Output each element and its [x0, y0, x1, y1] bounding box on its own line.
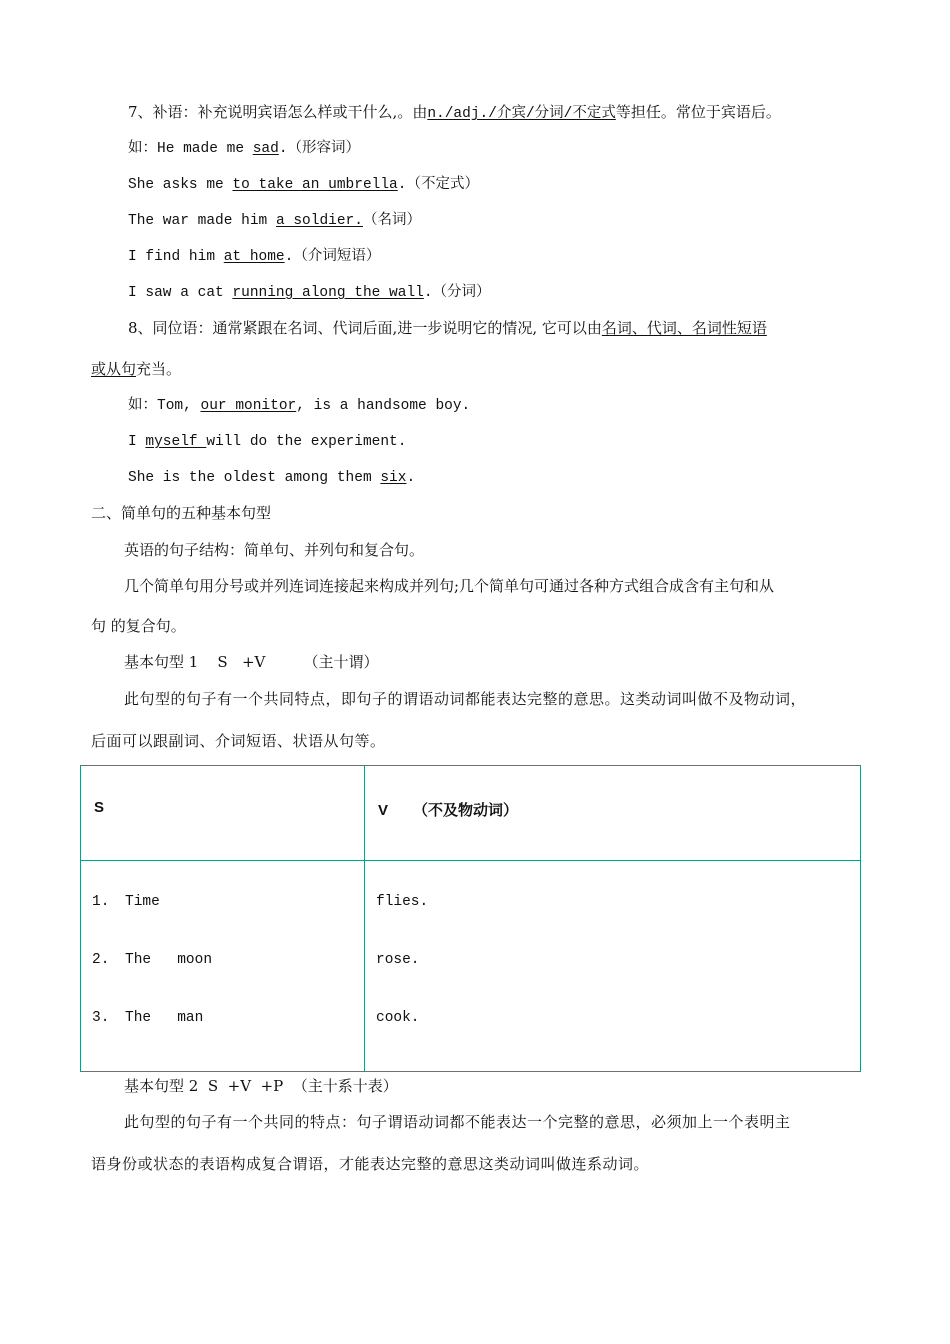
pattern-1-description-cont: 后面可以跟副词、介词短语、状语从句等。 — [91, 732, 386, 750]
table-cell-verb: rose. — [376, 952, 420, 968]
compound-sentence-paragraph-cont: 句 的复合句。 — [91, 617, 186, 635]
complement-example-1: 如：He made me sad.（形容词） — [128, 141, 361, 157]
complement-example-5: I saw a cat running along the wall.（分词） — [128, 285, 491, 301]
section-heading: 二、简单句的五种基本句型 — [91, 504, 272, 522]
pattern-2-description: 此句型的句子有一个共同的特点：句子谓语动词都不能表达一个完整的意思，必须加上一个表明主 — [124, 1113, 791, 1131]
complement-example-4: I find him at home.（介词短语） — [128, 249, 381, 265]
complement-example-2: She asks me to take an umbrella.（不定式） — [128, 177, 479, 193]
appositive-example-2: I myself will do the experiment. — [128, 434, 407, 450]
table-header-subject: S — [81, 766, 365, 861]
table-subject-column — [81, 861, 365, 1072]
table-cell-verb: flies. — [376, 894, 429, 910]
table-row: 2. The moon — [92, 952, 213, 968]
pattern-1-table — [80, 765, 861, 1072]
appositive-example-1: 如：Tom, our monitor, is a handsome boy. — [128, 398, 471, 414]
table-header-verb: V （不及物动词） — [365, 766, 861, 861]
pattern-1-title: 基本句型 1 S +V （主十谓） — [124, 653, 379, 671]
appositive-definition: 8、同位语：通常紧跟在名词、代词后面,进一步说明它的情况, 它可以由名词、代词、名词性短语 — [128, 319, 767, 337]
appositive-definition-cont: 或从句充当。 — [91, 360, 182, 378]
table-cell-verb: cook. — [376, 1010, 420, 1026]
table-row: 3. The man — [92, 1010, 204, 1026]
pattern-1-description: 此句型的句子有一个共同特点，即句子的谓语动词都能表达完整的意思。这类动词叫做不及物动词， — [124, 690, 807, 708]
appositive-example-3: She is the oldest among them six. — [128, 470, 416, 486]
table-row: 1. Time — [92, 894, 160, 910]
complement-example-3: The war made him a soldier.（名词） — [128, 213, 421, 229]
complement-definition: 7、补语：补充说明宾语怎么样或干什么,。由n./adj./介宾/分词/不定式等担任。常位于宾语后。 — [128, 103, 781, 122]
table-verb-column — [365, 861, 861, 1072]
compound-sentence-paragraph: 几个简单句用分号或并列连词连接起来构成并列句;几个简单句可通过各种方式组合成含有主句和从 — [124, 577, 775, 595]
complement-forms: n./adj./介宾/分词/不定式 — [427, 106, 616, 122]
pattern-2-description-cont: 语身份或状态的表语构成复合谓语，才能表达完整的意思这类动词叫做连系动词。 — [91, 1155, 650, 1173]
sentence-structure-paragraph: 英语的句子结构：简单句、并列句和复合句。 — [124, 541, 425, 559]
pattern-2-title: 基本句型 2 S +V +P （主十系十表） — [124, 1077, 398, 1095]
